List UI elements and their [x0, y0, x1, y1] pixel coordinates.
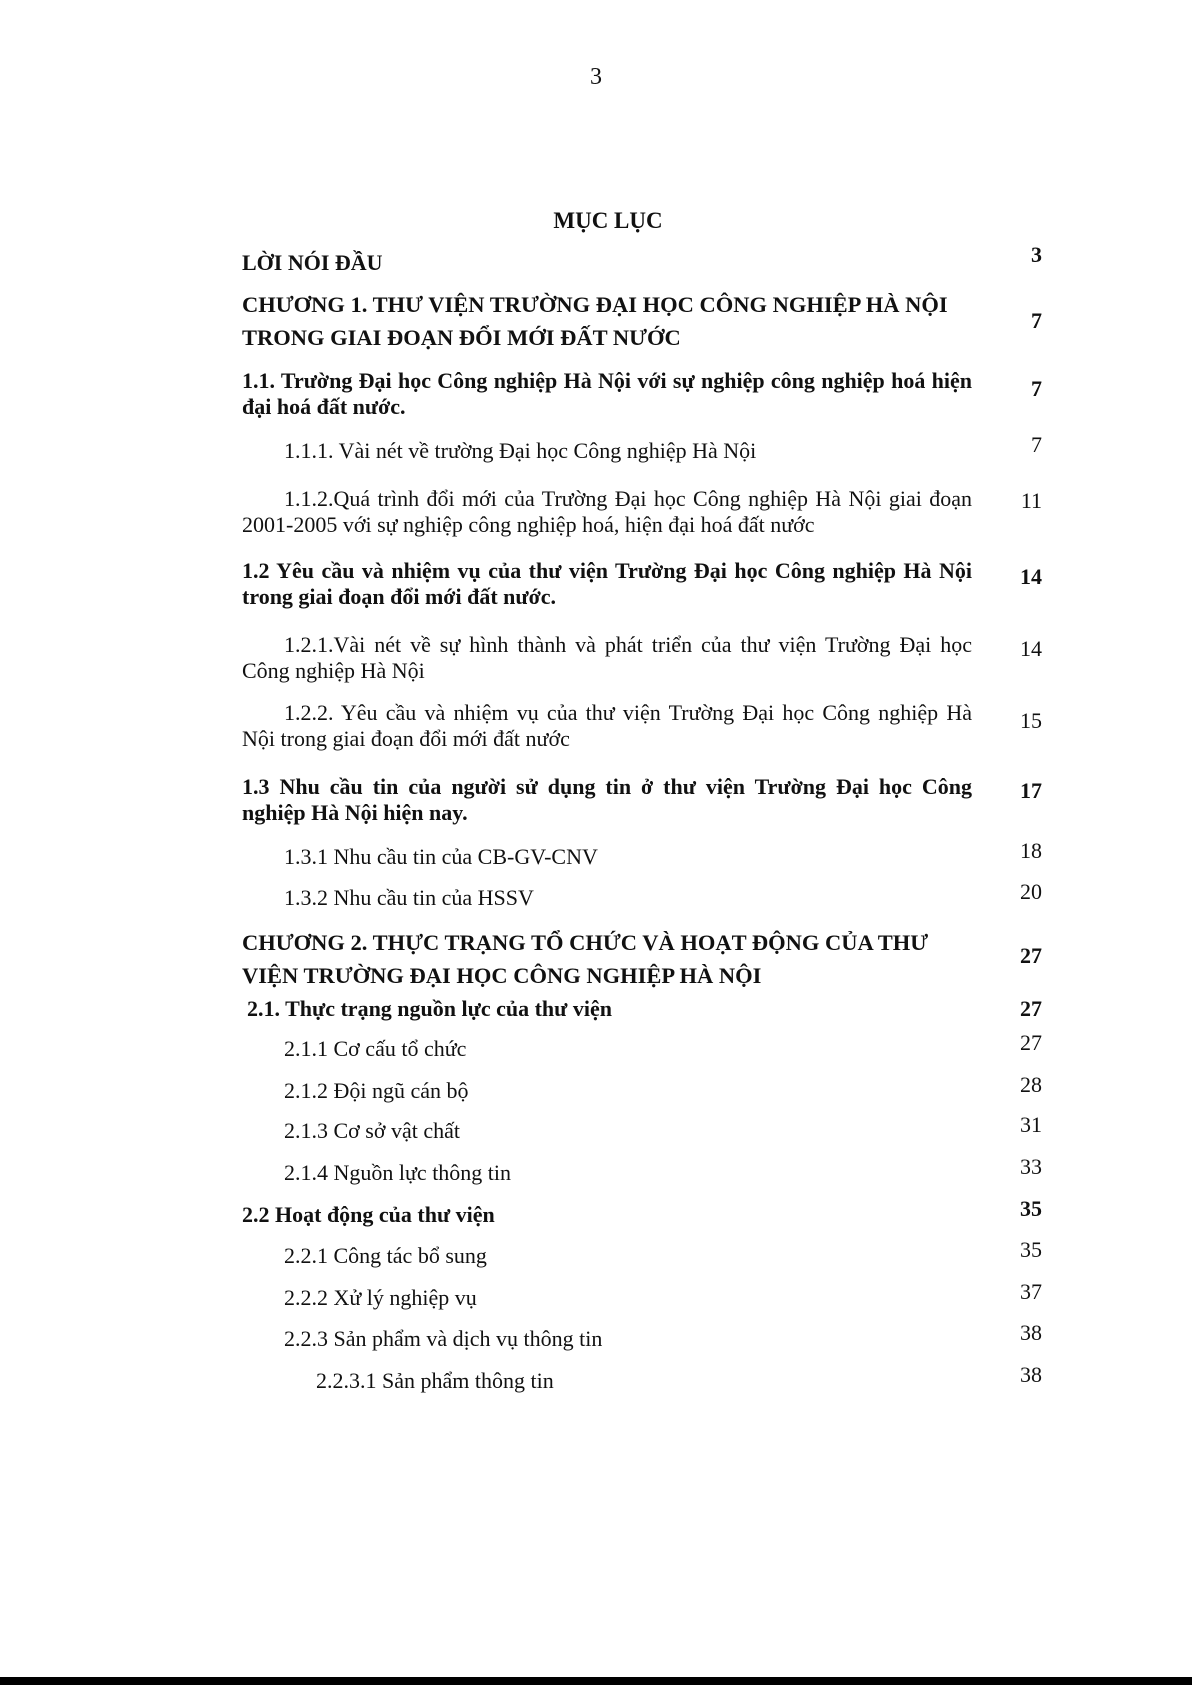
toc-entry-text: 1.3.1 Nhu cầu tin của CB-GV-CNV: [284, 844, 598, 869]
toc-entry-page: 17: [1020, 778, 1042, 803]
toc-entry-page: 28: [1020, 1072, 1042, 1097]
page-bottom-edge: [0, 1677, 1192, 1685]
toc-entry-page: 38: [1020, 1320, 1042, 1345]
toc-entry-text: 2.2 Hoạt động của thư viện: [242, 1202, 495, 1227]
toc-entry-page: 11: [1020, 488, 1042, 513]
toc-entry-page: 37: [1020, 1279, 1042, 1304]
toc-entry-text: 1.1.1. Vài nét về trường Đại học Công nghiệp Hà Nội: [284, 438, 757, 463]
toc-entry-text: 1.3 Nhu cầu tin của người sử dụng tin ở thư viện Trường Đại học Công nghiệp Hà Nội hiện nay.: [242, 774, 972, 825]
toc-entry-page: 7: [1031, 376, 1042, 401]
toc-entry-page: 35: [1020, 1237, 1042, 1262]
toc-entry-text: 2.1.3 Cơ sở vật chất: [284, 1118, 461, 1143]
toc-entry-text: 1.1. Trường Đại học Công nghiệp Hà Nội với sự nghiệp công nghiệp hoá hiện đại hoá đất nước.: [242, 368, 972, 419]
toc-entry-page: 18: [1020, 838, 1042, 863]
toc-entry-text: CHƯƠNG 1. THƯ VIỆN TRƯỜNG ĐẠI HỌC CÔNG NGHIỆP HÀ NỘI TRONG GIAI ĐOẠN ĐỔI MỚI ĐẤT NƯỚC: [242, 292, 948, 350]
toc-entry-page: 27: [1020, 996, 1042, 1021]
toc-entry-text: 2.2.2 Xử lý nghiệp vụ: [284, 1285, 477, 1310]
toc-entry-text: CHƯƠNG 2. THỰC TRẠNG TỔ CHỨC VÀ HOẠT ĐỘNG CỦA THƯ VIỆN TRƯỜNG ĐẠI HỌC CÔNG NGHIỆP HÀ NỘI: [242, 930, 929, 988]
toc-entry-text: 2.1. Thực trạng nguồn lực của thư viện: [247, 996, 612, 1021]
toc-entry-page: 3: [1031, 242, 1042, 267]
toc-entry-text: 2.2.1 Công tác bổ sung: [284, 1243, 487, 1268]
toc-entry-page: 35: [1020, 1196, 1042, 1221]
toc-entry-page: 20: [1020, 879, 1042, 904]
toc-entry-page: 14: [1020, 636, 1042, 661]
toc-entry-text: 1.3.2 Nhu cầu tin của HSSV: [284, 885, 534, 910]
toc-entry-text: 1.2.2. Yêu cầu và nhiệm vụ của thư viện Trường Đại học Công nghiệp Hà Nội trong giai đoạn đổi mới đất nước: [242, 700, 972, 751]
toc-entry-text: LỜI NÓI ĐẦU: [242, 250, 383, 275]
toc-entry-text: 1.2 Yêu cầu và nhiệm vụ của thư viện Trường Đại học Công nghiệp Hà Nội trong giai đoạn đổi mới đất nước.: [242, 558, 972, 609]
toc-entry-text: 2.1.1 Cơ cấu tổ chức: [284, 1036, 467, 1061]
toc-entry-page: 27: [1020, 943, 1042, 968]
toc-entry-page: 38: [1020, 1362, 1042, 1387]
toc-entry-text: 2.1.4 Nguồn lực thông tin: [284, 1160, 512, 1185]
toc-entry-page: 31: [1020, 1112, 1042, 1137]
toc-title: MỤC LỤC: [553, 208, 663, 233]
toc-entry-text: 1.1.2.Quá trình đổi mới của Trường Đại học Công nghiệp Hà Nội giai đoạn 2001-2005 với sự nghiệp công nghiệp hoá, hiện đại hoá đất nước: [242, 486, 972, 537]
toc-entry-text: 2.2.3.1 Sản phẩm thông tin: [316, 1368, 554, 1393]
toc-entry-page: 33: [1020, 1154, 1042, 1179]
toc-entry-page: 27: [1020, 1030, 1042, 1055]
toc-entry-page: 7: [1031, 308, 1042, 333]
toc-entry-page: 14: [1020, 564, 1042, 589]
toc-entry-page: 7: [1031, 432, 1042, 457]
toc-entry-page: 15: [1020, 708, 1042, 733]
toc-entry-text: 2.1.2 Đội ngũ cán bộ: [284, 1078, 469, 1103]
toc-entry-text: 2.2.3 Sản phẩm và dịch vụ thông tin: [284, 1326, 603, 1351]
page-number: 3: [590, 64, 602, 90]
toc-entry-text: 1.2.1.Vài nét về sự hình thành và phát triển của thư viện Trường Đại học Công nghiệp Hà Nội: [242, 632, 972, 683]
